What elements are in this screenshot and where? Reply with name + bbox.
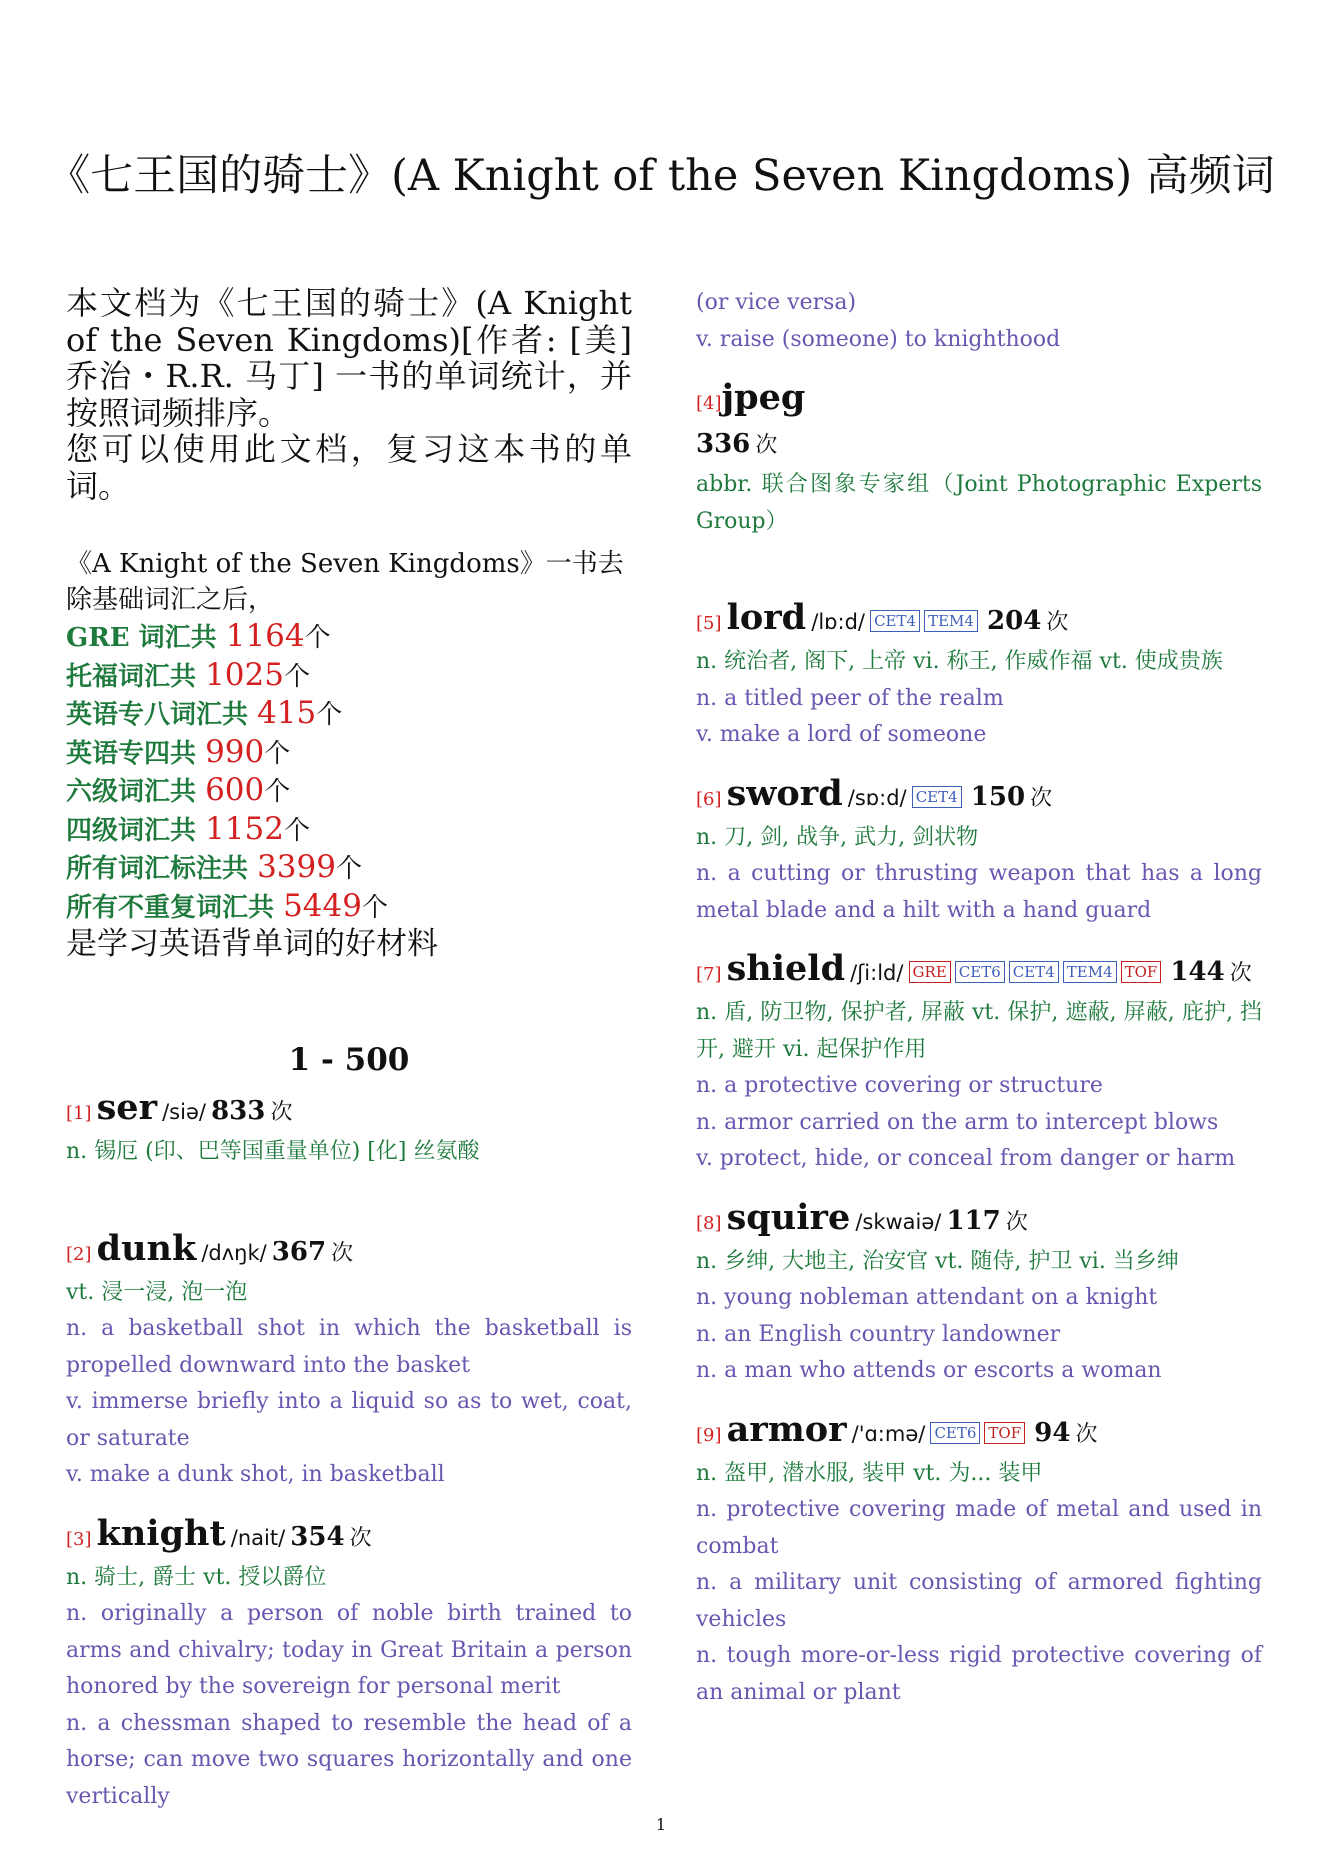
entry-frequency: 117 [946,1205,1001,1236]
definition-cn: n. 盔甲, 潜水服, 装甲 vt. 为... 装甲 [696,1460,1043,1486]
word-entry [66,1088,632,1171]
stat-row: 六级词汇共 600个 [66,772,291,808]
definition-cn: n. 盾, 防卫物, 保护者, 屏蔽 vt. 保护, 遮蔽, 屏蔽, 庇护, 挡开, 避开 vi. 起保护作用 [696,1000,1262,1062]
exam-badge: GRE [909,961,951,983]
stats-footer: 是学习英语背单词的好材料 [66,926,438,962]
entry-phonetic: /dʌŋk/ [201,1240,267,1265]
entry-frequency: 144 [1170,957,1225,987]
page-number: 1 [655,1815,667,1834]
definition-en: v. make a dunk shot, in basketball [66,1462,445,1487]
entry-index: [1] [66,1103,92,1124]
exam-badge: CET6 [930,1422,980,1444]
entry-frequency-unit: 次 [331,1240,354,1266]
word-entry-continued [696,285,1262,358]
definition-en: n. a basketball shot in which the basketball is propelled downward into the basket [66,1316,632,1378]
entry-phonetic: /nait/ [230,1525,286,1550]
definition-en: n. armor carried on the arm to intercept blows [696,1109,1219,1135]
exam-badge: CET6 [955,961,1005,983]
entry-frequency-unit: 次 [1005,1209,1028,1235]
exam-badge: TEM4 [924,610,978,632]
definition-cn: n. 乡绅, 大地主, 治安官 vt. 随侍, 护卫 vi. 当乡绅 [696,1248,1179,1274]
intro-paragraph: 您可以使用此文档，复习这本书的单词。 [66,430,632,505]
entry-frequency: 204 [987,606,1042,636]
definition-en: n. originally a person of noble birth trained to arms and chivalry; today in Great Britain a person honored by the sovereign for personal merit [66,1601,632,1699]
entry-frequency-unit: 次 [1046,610,1069,635]
entry-frequency-unit: 次 [1075,1421,1098,1447]
word-entry [696,774,1262,930]
page-title: 《七王国的骑士》(A Knight of the Seven Kingdoms) 高频词 [47,151,1275,201]
right-column [696,285,1262,1731]
definition-cn: n. 骑士, 爵士 vt. 授以爵位 [66,1564,327,1590]
stat-row: GRE 词汇共 1164个 [66,618,331,654]
word-entry [66,1229,632,1494]
exam-badge: CET4 [870,610,920,632]
definition-en: v. immerse briefly into a liquid so as to wet, coat, or saturate [66,1389,632,1451]
entry-frequency: 336 [696,429,751,459]
definition-cn: n. 统治者, 阁下, 上帝 vi. 称王, 作威作福 vt. 使成贵族 [696,649,1223,674]
definition-en: n. a protective covering or structure [696,1073,1103,1098]
entry-frequency-unit: 次 [349,1525,372,1551]
left-column [66,285,632,1835]
entry-word: ser [96,1087,158,1128]
intro-paragraph: 本文档为《七王国的骑士》(A Knight of the Seven Kingdoms)[作者: [美] 乔治・R.R. 马丁] 一书的单词统计，并按照词频排序。 [66,284,632,432]
entry-index: [4] [696,393,722,414]
definition-en: n. a titled peer of the realm [696,685,1004,711]
definition-en: n. protective covering made of metal and used in combat [696,1497,1262,1559]
entry-word: lord [726,597,807,638]
definition-en: v. protect, hide, or conceal from danger or harm [696,1146,1236,1171]
definition-en: n. an English country landowner [696,1321,1061,1347]
definition-cn: vt. 浸一浸, 泡一泡 [66,1279,248,1305]
entry-frequency: 367 [271,1236,327,1267]
entry-phonetic: /ʃi:ld/ [850,961,904,985]
exam-badge: TOF [1121,961,1162,983]
entry-index: [6] [696,788,722,810]
definition-en: n. tough more-or-less rigid protective covering of an animal or plant [696,1643,1262,1705]
word-entry [696,1410,1262,1712]
summary-lead: 《A Knight of the Seven Kingdoms》一书去除基础词汇之后， [66,549,624,615]
entry-index: [5] [696,613,722,634]
entry-frequency: 150 [970,781,1026,812]
stats-list [66,618,632,962]
entry-frequency: 94 [1034,1417,1071,1448]
definition-en: n. a man who attends or escorts a woman [696,1358,1162,1383]
definition-en: v. make a lord of someone [696,722,987,747]
entry-index: [8] [696,1212,722,1234]
definition-cn: n. 锡厄 (印、巴等国重量单位) [化] 丝氨酸 [66,1139,480,1164]
entry-word: squire [726,1196,851,1238]
stat-row: 英语专四共 990个 [66,733,291,770]
exam-badge: TOF [984,1422,1025,1444]
word-entry [696,949,1262,1178]
entry-frequency-unit: 次 [1229,961,1252,986]
entry-frequency-unit: 次 [1030,785,1053,811]
exam-badge: CET4 [1009,961,1059,983]
range-heading: 1 - 500 [288,1042,410,1078]
definition-en: n. a chessman shaped to resemble the head of a horse; can move two squares horizontally and one vertically [66,1710,632,1809]
intro-text [66,285,632,504]
definition-en: n. young nobleman attendant on a knight [696,1285,1158,1310]
word-entry [696,378,1262,540]
definition-en: v. raise (someone) to knighthood [696,326,1061,352]
entry-word: sword [726,772,843,814]
entry-phonetic: /siə/ [162,1100,206,1124]
entry-frequency: 354 [290,1521,345,1552]
entry-phonetic: /sɒ:d/ [847,785,907,810]
exam-badge: CET4 [912,786,962,808]
definition-en: n. a military unit consisting of armored fighting vehicles [696,1570,1262,1632]
word-entry [696,1198,1262,1390]
stat-row: 所有词汇标注共 3399个 [66,849,362,885]
entry-word: knight [96,1512,226,1554]
word-entry [66,1514,632,1816]
definition-cn: n. 刀, 剑, 战争, 武力, 剑状物 [696,824,979,850]
entry-phonetic: /lɒ:d/ [811,610,865,634]
definition-en: n. a cutting or thrusting weapon that has a long metal blade and a hilt with a hand guard [696,861,1262,923]
entry-index: [7] [696,964,722,985]
entry-index: [2] [66,1243,92,1265]
word-entry [696,598,1262,754]
entry-word: armor [726,1408,847,1450]
entry-phonetic: /skwaiə/ [855,1209,942,1234]
entry-word: jpeg [721,377,806,418]
entry-index: [3] [66,1528,92,1550]
entry-frequency: 833 [211,1096,266,1126]
stat-row: 托福词汇共 1025个 [66,656,310,693]
entry-frequency-unit: 次 [755,433,778,458]
entry-word: dunk [96,1227,197,1269]
entry-word: shield [726,948,846,989]
stat-row: 英语专八词汇共 415个 [66,695,343,731]
entry-index: [9] [696,1424,722,1446]
stat-row: 四级词汇共 1152个 [66,810,310,847]
definition-en: (or vice versa) [696,290,857,315]
entry-frequency-unit: 次 [270,1100,293,1125]
definition-abbr: abbr. 联合图象专家组（Joint Photographic Experts Group） [696,472,1262,534]
exam-badge: TEM4 [1063,961,1117,983]
stat-row: 所有不重复词汇共 5449个 [66,887,388,924]
entry-phonetic: /'ɑ:mə/ [851,1421,926,1446]
